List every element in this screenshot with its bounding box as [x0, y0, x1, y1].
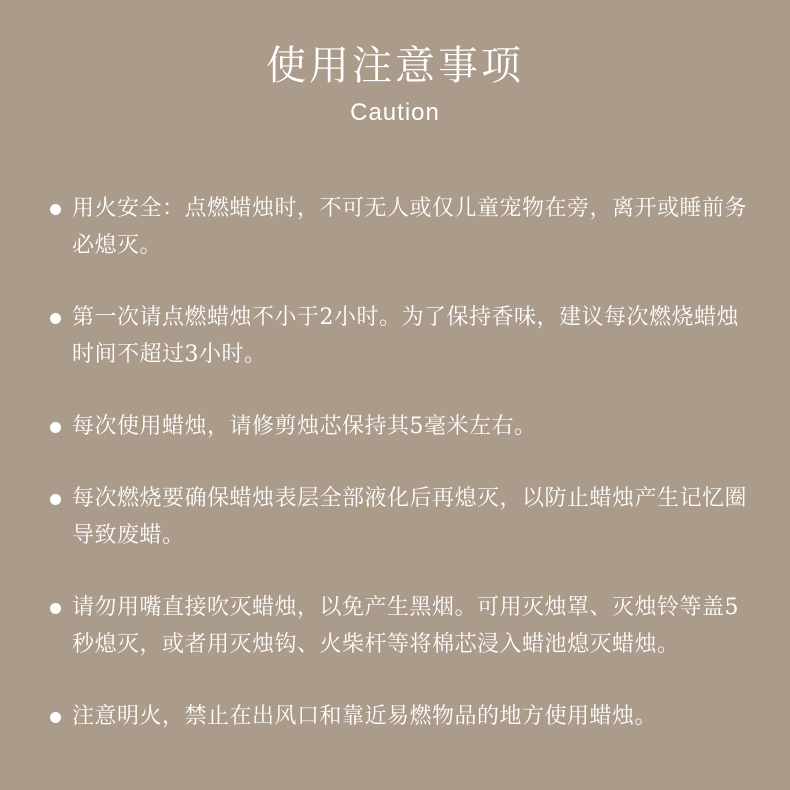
bullet-icon — [50, 422, 61, 433]
list-item-text: 注意明火，禁止在出风口和靠近易燃物品的地方使用蜡烛。 — [72, 704, 658, 729]
list-item-text: 第一次请点燃蜡烛不小于2小时。为了保持香味，建议每次燃烧蜡烛时间不超过3小时。 — [72, 305, 739, 367]
caution-list — [50, 190, 750, 770]
list-item — [50, 698, 750, 735]
header — [0, 38, 790, 128]
list-item-text: 请勿用嘴直接吹灭蜡烛，以免产生黑烟。可用灭烛罩、灭烛铃等盖5秒熄灭，或者用灭烛钩、火柴杆等将棉芯浸入蜡池熄灭蜡烛。 — [72, 595, 739, 657]
list-item — [50, 190, 750, 264]
list-item — [50, 480, 750, 554]
bullet-icon — [50, 204, 61, 215]
list-item — [50, 589, 750, 663]
page-subtitle: Caution — [350, 99, 440, 126]
list-item — [50, 408, 750, 445]
bullet-icon — [50, 712, 61, 723]
list-item-text: 每次燃烧要确保蜡烛表层全部液化后再熄灭，以防止蜡烛产生记忆圈导致废蜡。 — [72, 486, 748, 548]
bullet-icon — [50, 603, 61, 614]
page-title: 使用注意事项 — [266, 43, 524, 89]
list-item-text: 用火安全：点燃蜡烛时，不可无人或仅儿童宠物在旁，离开或睡前务必熄灭。 — [72, 196, 748, 258]
list-item-text: 每次使用蜡烛，请修剪烛芯保持其5毫米左右。 — [72, 414, 537, 439]
list-item — [50, 299, 750, 373]
bullet-icon — [50, 494, 61, 505]
bullet-icon — [50, 313, 61, 324]
